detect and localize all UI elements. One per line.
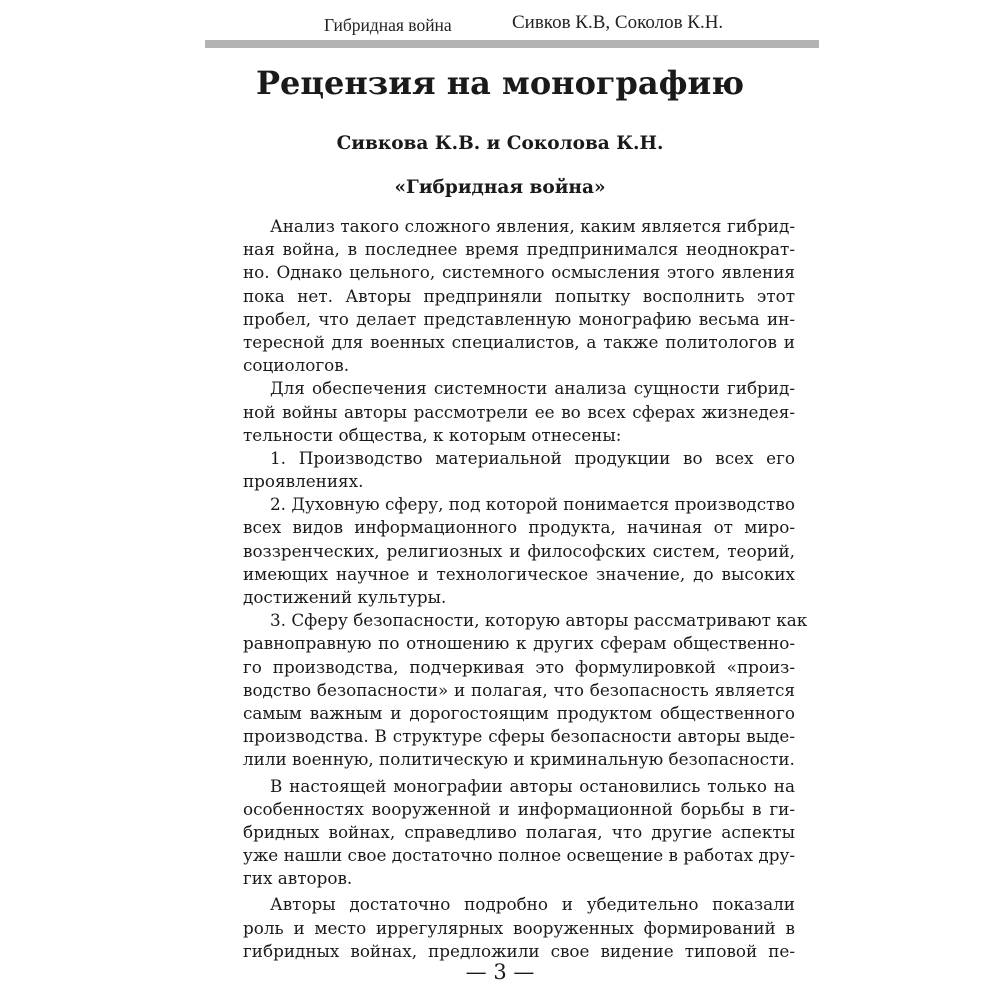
text-line: равноправную по отношению к других сферам общественно- xyxy=(243,633,795,654)
text-line: Для обеспечения системности анализа сущности гибрид- xyxy=(270,378,795,399)
text-line: бридных войнах, справедливо полагая, что другие аспекты xyxy=(243,821,795,842)
header-authors: Сивков К.В, Соколов К.Н. xyxy=(512,12,724,33)
page-title: Рецензия на монографию xyxy=(255,64,745,102)
text-line: имеющих научное и технологическое значение, до высоких xyxy=(243,563,795,584)
text-line: ная война, в последнее время предпринимался неоднократ- xyxy=(243,239,795,260)
text-line: лили военную, политическую и криминальную безопасности. xyxy=(243,749,795,770)
review-authors: Сивкова К.В. и Соколова К.Н. xyxy=(336,133,664,154)
text-line: но. Однако цельного, системного осмысления этого явления xyxy=(243,262,795,283)
text-line: водство безопасности» и полагая, что безопасность является xyxy=(243,679,795,700)
text-line: роль и место иррегулярных вооруженных формирований в xyxy=(243,917,795,938)
reviewed-book-title: «Гибридная война» xyxy=(394,177,606,198)
text-line: всех видов информационного продукта, начиная от миро- xyxy=(243,517,795,538)
text-line: пробел, что делает представленную монографию весьма ин- xyxy=(243,308,795,329)
text-line: самым важным и дорогостоящим продуктом общественного xyxy=(243,702,795,723)
text-line: проявлениях. xyxy=(243,471,364,492)
text-line: уже нашли свое достаточно полное освещение в работах дру- xyxy=(243,845,795,866)
text-line: 3. Сферу безопасности, которую авторы рассматривают как xyxy=(270,610,808,631)
text-line: тересной для военных специалистов, а также политологов и xyxy=(243,331,795,352)
text-line: 1. Производство материальной продукции во всех его xyxy=(270,447,795,468)
text-line: воззренческих, религиозных и философских систем, теорий, xyxy=(243,540,795,561)
running-header xyxy=(324,12,724,42)
text-line: гибридных войнах, предложили свое видение типовой пе- xyxy=(243,940,795,961)
text-line: гих авторов. xyxy=(243,868,353,889)
text-line: В настоящей монографии авторы остановились только на xyxy=(270,775,795,796)
text-line: ной войны авторы рассмотрели ее во всех сферах жизнедея- xyxy=(243,401,795,422)
text-line: пока нет. Авторы предприняли попытку восполнить этот xyxy=(243,285,795,306)
header-rule xyxy=(205,40,819,48)
text-line: особенностях вооруженной и информационной борьбы в ги- xyxy=(243,798,795,819)
text-line: Анализ такого сложного явления, каким является гибрид- xyxy=(270,216,795,236)
text-line: производства. В структуре сферы безопасности авторы выде- xyxy=(243,726,795,747)
text-line: достижений культуры. xyxy=(243,587,447,607)
text-line: 2. Духовную сферу, под которой понимается производство xyxy=(270,494,795,515)
text-line: социологов. xyxy=(243,355,350,376)
text-line: тельности общества, к которым отнесены: xyxy=(243,424,622,445)
body-text xyxy=(243,215,808,963)
header-book-title: Гибридная война xyxy=(324,15,452,35)
text-line: го производства, подчеркивая это формулировкой «произ- xyxy=(243,656,795,677)
page-number: — 3 — xyxy=(465,960,535,984)
text-line: Авторы достаточно подробно и убедительно показали xyxy=(270,894,795,915)
